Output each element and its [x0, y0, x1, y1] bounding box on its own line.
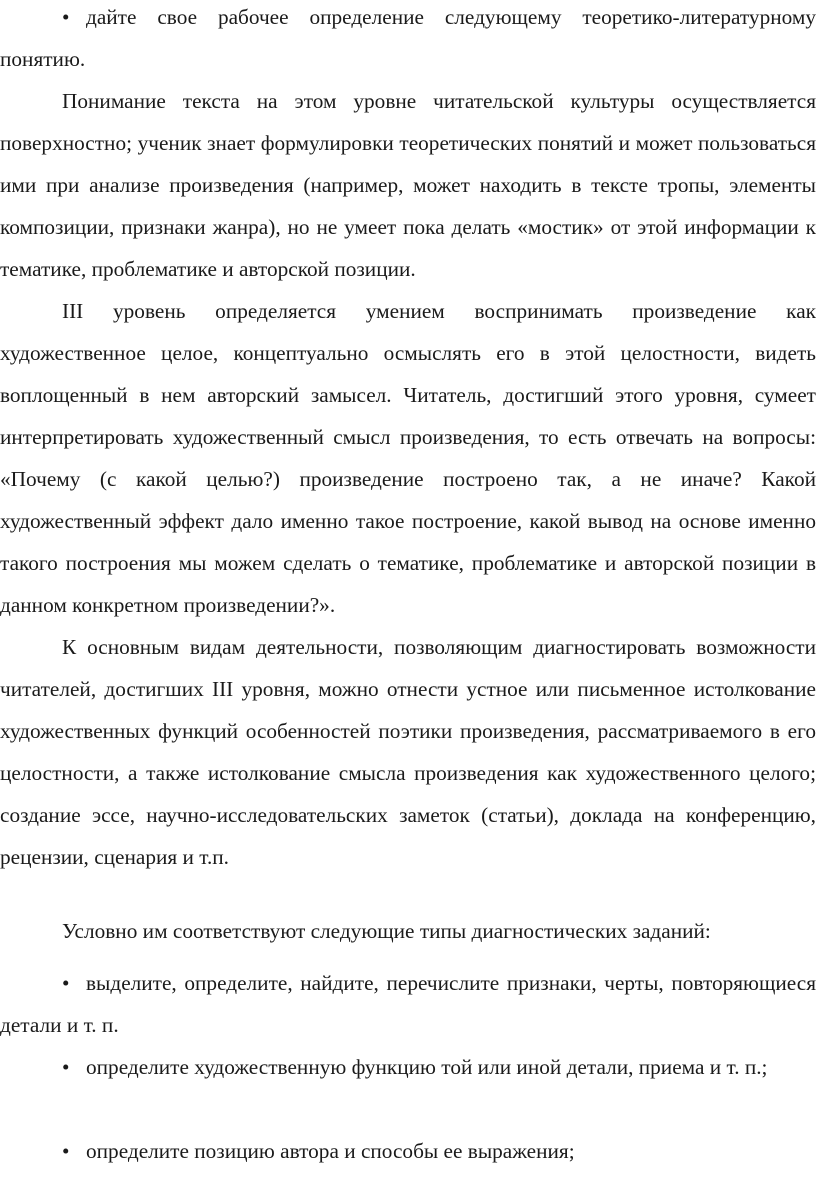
- bullet-icon: •: [62, 5, 70, 29]
- paragraph-3: [0, 626, 816, 878]
- bullet-text: дайте свое рабочее определение следующему теоретико-литературному понятию.: [0, 5, 816, 71]
- paragraph-text: Условно им соответствуют следующие типы диагностических заданий:: [62, 919, 711, 943]
- paragraph-text: Понимание текста на этом уровне читательской культуры осуществляется поверхностно; ученик знает формулировки теоретических понятий и может пользоваться ими при анализе произведения (например, может находить в тексте тропы, элементы композиции, признаки жанра), но не умеет пока делать «мостик» от этой информации к тематике, проблематике и авторской позиции.: [0, 89, 816, 281]
- bullet-item-4: [0, 1130, 816, 1172]
- bullet-item-1: [0, 0, 816, 80]
- bullet-text: определите позицию автора и способы ее выражения;: [86, 1139, 575, 1163]
- paragraph-text: К основным видам деятельности, позволяющим диагностировать возможности читателей, достигших III уровня, можно отнести устное или письменное истолкование художественных функций особенностей поэтики произведения, рассматриваемого в его целостности, а также истолкование смысла произведения как художественного целого; создание эссе, научно-исследовательских заметок (статьи), доклада на конференцию, рецензии, сценария и т.п.: [0, 635, 816, 869]
- bullet-text: определите художественную функцию той или иной детали, приема и т. п.;: [86, 1055, 768, 1079]
- bullet-icon: •: [62, 971, 70, 995]
- bullet-item-2: [0, 962, 816, 1046]
- paragraph-1: [0, 80, 816, 290]
- paragraph-text: III уровень определяется умением воспринимать произведение как художественное целое, концептуально осмыслять его в этой целостности, видеть воплощенный в нем авторский замысел. Читатель, достигший этого уровня, сумеет интерпретировать художественный смысл произведения, то есть отвечать на вопросы: «Почему (с какой целью?) произведение построено так, а не иначе? Какой художественный эффект дало именно такое построение, какой вывод на основе именно такого построения мы можем сделать о тематике, проблематике и авторской позиции в данном конкретном произведении?».: [0, 299, 816, 617]
- paragraph-2: [0, 290, 816, 626]
- bullet-text: выделите, определите, найдите, перечислите признаки, черты, повторяющиеся детали и т. п.: [0, 971, 816, 1037]
- bullet-icon: •: [62, 1055, 70, 1079]
- paragraph-4: [0, 910, 816, 952]
- bullet-icon: •: [62, 1139, 70, 1163]
- bullet-item-3: [0, 1046, 816, 1088]
